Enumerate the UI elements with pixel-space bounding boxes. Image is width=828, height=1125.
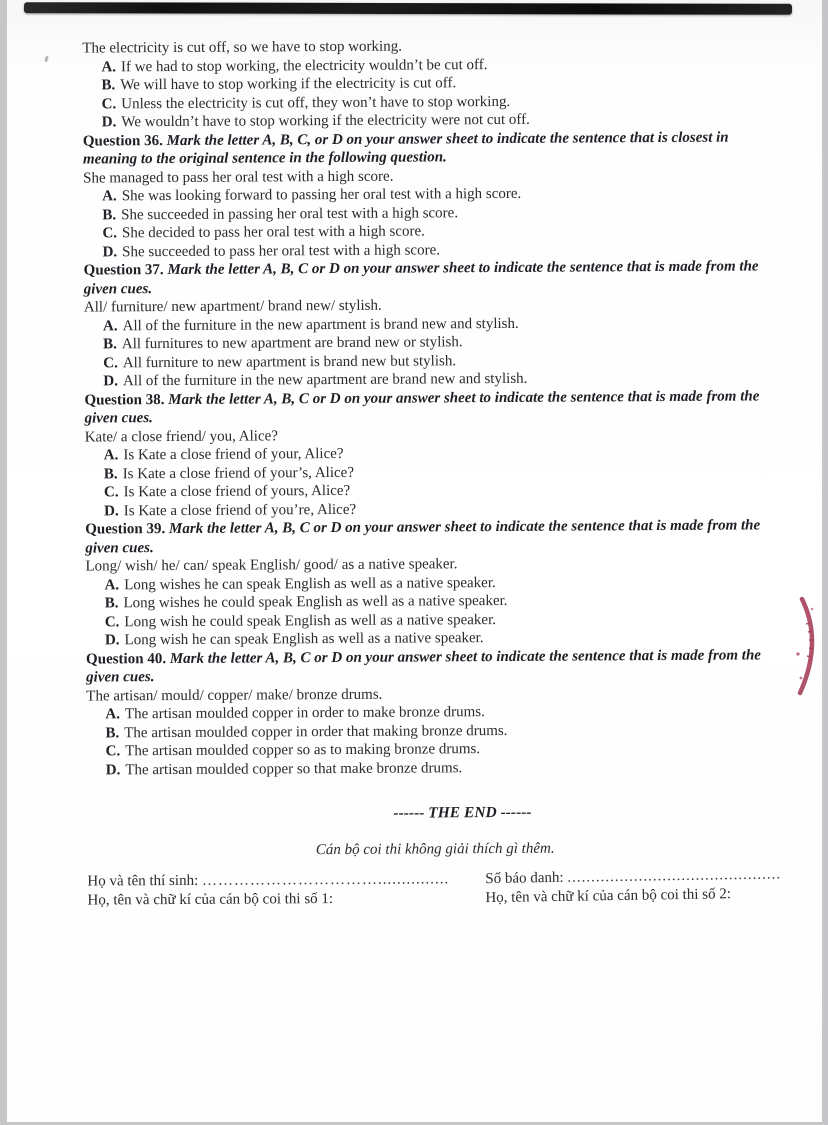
option-letter: D. xyxy=(101,114,117,131)
option-letter: C. xyxy=(104,613,120,630)
question-35-continued xyxy=(82,35,779,132)
option-letter: B. xyxy=(103,336,117,353)
question-header xyxy=(83,128,779,169)
option-letter: D. xyxy=(105,761,121,778)
option-text: Is Kate a close friend of your, Alice? xyxy=(123,445,344,464)
option-text: Long wish he could speak English as well as a native speaker. xyxy=(124,611,497,630)
option-letter: B. xyxy=(103,465,118,482)
the-end-marker: ------ THE END ------ xyxy=(393,803,532,822)
option-letter: A. xyxy=(102,188,117,205)
candidate-name-label: Họ và tên thí sinh: xyxy=(87,872,203,890)
option-text: We will have to stop working if the electricity is cut off. xyxy=(120,75,457,94)
option-text: The artisan moulded copper so as to making bronze drums. xyxy=(125,741,481,760)
question-stem: Kate/ a close friend/ you, Alice? xyxy=(84,427,278,446)
option-d xyxy=(87,757,783,780)
question-stem: All/ furniture/ new apartment/ brand new/ stylish. xyxy=(83,297,382,316)
option-letter: C. xyxy=(103,484,119,501)
question-stem: She managed to pass her oral test with a high score. xyxy=(83,168,394,187)
option-text: All of the furniture in the new apartment are brand new and stylish. xyxy=(122,370,528,390)
option-letter: C. xyxy=(101,95,117,112)
option-letter: B. xyxy=(101,77,116,94)
question-header xyxy=(86,646,782,687)
candidate-number-label: Số báo danh: xyxy=(485,869,568,888)
question-stem: Long/ wish/ he/ can/ speak English/ good/ as a native speaker. xyxy=(85,556,458,575)
option-text: She succeeded in passing her oral test with a high score. xyxy=(121,204,459,223)
option-letter: C. xyxy=(102,225,118,242)
proctor1-label: Họ, tên và chữ kí của cán bộ coi thi số 1: xyxy=(87,890,334,909)
option-letter: A. xyxy=(105,706,121,723)
option-text: She was looking forward to passing her oral test with a high score. xyxy=(121,185,522,205)
question-instruction: Mark the letter A, B, C or D on your answer sheet to indicate the sentence that is made from the given cues. xyxy=(86,646,761,686)
question-header xyxy=(84,387,780,428)
question-38 xyxy=(84,387,781,521)
option-text: The artisan moulded copper in order that making bronze drums. xyxy=(124,722,508,741)
question-36 xyxy=(83,128,780,262)
option-text: Unless the electricity is cut off, they won’t have to stop working. xyxy=(121,93,511,112)
question-stem: The electricity is cut off, so we have to stop working. xyxy=(82,38,402,57)
option-letter: C. xyxy=(105,743,121,760)
exam-content xyxy=(7,0,828,910)
question-number: Question 39. xyxy=(85,521,166,538)
question-40 xyxy=(86,646,783,780)
option-text: If we had to stop working, the electricity wouldn’t be cut off. xyxy=(120,56,488,75)
question-number: Question 37. xyxy=(83,262,164,279)
question-number: Question 38. xyxy=(84,391,165,409)
option-letter: D. xyxy=(102,243,118,260)
option-text: We wouldn’t have to stop working if the electricity were not cut off. xyxy=(121,111,530,131)
candidate-name-fill-line: ……………………………............... xyxy=(201,871,450,889)
option-text: Long wish he can speak English as well as a native speaker. xyxy=(124,630,484,649)
option-text: The artisan moulded copper so that make bronze drums. xyxy=(125,759,463,778)
footer-row-2 xyxy=(87,887,783,910)
question-37 xyxy=(84,257,781,391)
option-letter: A. xyxy=(101,58,117,75)
candidate-number-fill-line: ............................................. xyxy=(567,866,782,886)
question-number: Question 36. xyxy=(82,132,163,150)
question-header xyxy=(85,516,781,557)
option-text: She succeeded to pass her oral test with a high score. xyxy=(122,241,441,260)
option-letter: A. xyxy=(102,317,118,334)
option-text: All furniture to new apartment is brand new but stylish. xyxy=(122,352,457,371)
question-number: Question 40. xyxy=(85,650,167,668)
option-text: All furnitures to new apartment are brand new or stylish. xyxy=(121,334,463,353)
question-header xyxy=(84,257,780,298)
option-letter: B. xyxy=(104,595,119,612)
option-text: Long wishes he can speak English as well as a native speaker. xyxy=(124,574,496,593)
option-text: Is Kate a close friend of yours, Alice? xyxy=(123,482,351,501)
proctor-note: Cán bộ coi thi không giải thích gì thêm. xyxy=(315,840,555,858)
question-39 xyxy=(85,516,782,650)
question-instruction: Mark the letter A, B, C, or D on your answer sheet to indicate the sentence that is closest in meaning to the original sentence in the following question. xyxy=(82,129,729,168)
paper-sheet xyxy=(7,0,822,1122)
option-text: She decided to pass her oral test with a high score. xyxy=(121,223,425,242)
question-instruction: Mark the letter A, B, C or D on your answer sheet to indicate the sentence that is made from the given cues. xyxy=(83,258,759,298)
option-text: Long wishes he could speak English as well as a native speaker. xyxy=(123,592,508,612)
option-letter: D. xyxy=(104,502,119,519)
candidate-name-field xyxy=(87,870,485,891)
option-letter: A. xyxy=(103,447,119,464)
proctor2-label: Họ, tên và chữ kí của cán bộ coi thi số 2: xyxy=(485,885,732,906)
option-text: Is Kate a close friend of you’re, Alice? xyxy=(123,501,357,519)
option-text: All of the furniture in the new apartment is brand new and stylish. xyxy=(122,315,519,334)
option-letter: B. xyxy=(102,206,117,223)
option-letter: D. xyxy=(104,632,120,649)
question-instruction: Mark the letter A, B, C or D on your answer sheet to indicate the sentence that is made from the given cues. xyxy=(85,517,761,557)
photo-dark-edge xyxy=(24,2,792,15)
option-letter: D. xyxy=(103,373,118,390)
question-instruction: Mark the letter A, B, C or D on your answer sheet to indicate the sentence that is made from the given cues. xyxy=(84,387,760,427)
option-letter: A. xyxy=(104,576,120,593)
option-letter: B. xyxy=(105,724,120,741)
red-stamp-edge xyxy=(790,592,828,700)
option-text: Is Kate a close friend of your’s, Alice? xyxy=(122,464,355,482)
question-stem: The artisan/ mould/ copper/ make/ bronze drums. xyxy=(86,686,383,705)
option-text: The artisan moulded copper in order to make bronze drums. xyxy=(124,704,485,723)
option-letter: C. xyxy=(103,354,118,371)
